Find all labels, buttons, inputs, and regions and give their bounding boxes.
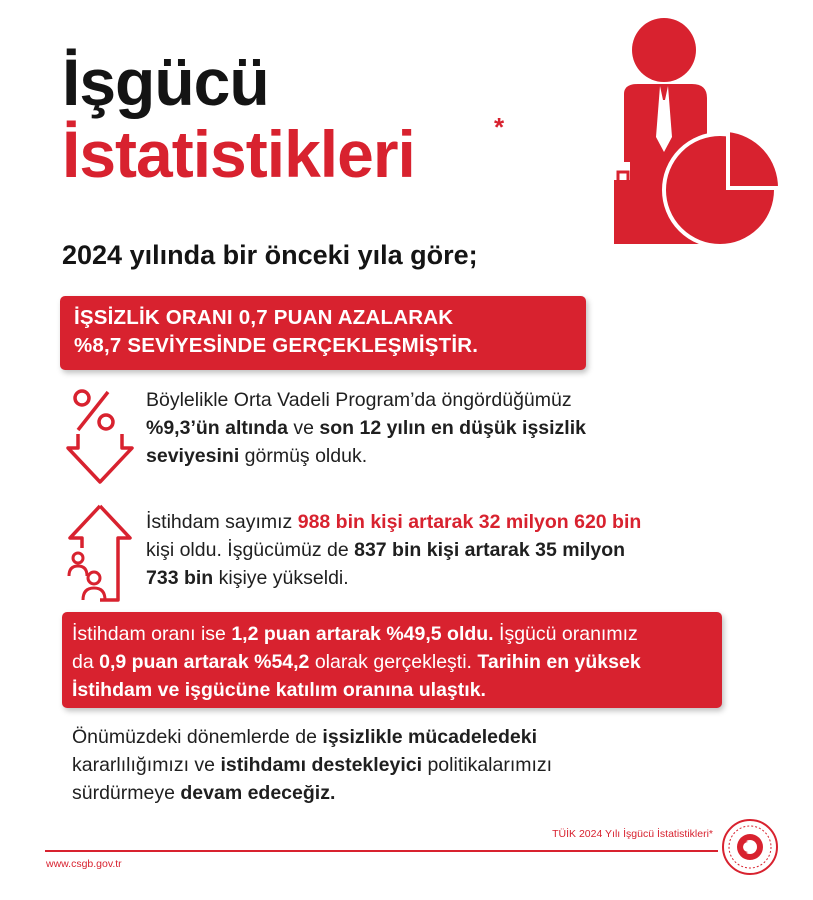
- highlight-line-1: İŞSİZLİK ORANI 0,7 PUAN AZALARAK: [74, 306, 454, 329]
- title-asterisk: *: [494, 112, 505, 142]
- ministry-seal-icon: [721, 818, 779, 876]
- employment-paragraph: İstihdam sayımız 988 bin kişi artarak 32 milyon 620 bin kişi oldu. İşgücümüz de 837 bin kişi artarak 35 milyon 733 bin kişiye yükseldi.: [146, 511, 642, 589]
- pie-slice: [728, 130, 780, 188]
- closing-paragraph: Önümüzdeki dönemlerde de işsizlikle mücadeledeki kararlılığımızı ve istihdamı destekleyici politikalarımızı sürdürmeye devam edeceğiz.: [72, 726, 553, 804]
- people-up-arrow-icon: [66, 502, 134, 606]
- unemployment-highlight-box: [60, 296, 586, 370]
- person-head: [632, 18, 696, 82]
- unemployment-paragraph: Böylelikle Orta Vadeli Program’da öngördüğümüz %9,3’ün altında ve son 12 yılın en düşük işsizlik seviyesini görmüş olduk.: [146, 389, 586, 467]
- percent-down-arrow-icon: [66, 384, 134, 486]
- employment-rate-box: İstihdam oranı ise 1,2 puan artarak %49,5 oldu. İşgücü oranımız da 0,9 puan artarak %54,2 olarak gerçekleşti. Tarihin en yüksek İstihdam ve işgücüne katılım oranına ulaştık.: [62, 612, 722, 708]
- title-line-1: İşgücü: [62, 45, 269, 119]
- worker-pie-chart-icon: [612, 12, 782, 252]
- footer-divider: [45, 850, 718, 852]
- subtitle: 2024 yılında bir önceki yıla göre;: [62, 240, 478, 270]
- website-link[interactable]: www.csgb.gov.tr: [46, 858, 122, 870]
- page-title: [62, 46, 415, 190]
- title-line-2: İstatistikleri: [62, 117, 415, 191]
- source-note: TÜİK 2024 Yılı İşgücü İstatistikleri*: [552, 828, 713, 840]
- highlight-line-2: %8,7 SEVİYESİNDE GERÇEKLEŞMİŞTİR.: [74, 334, 479, 357]
- briefcase: [614, 180, 632, 244]
